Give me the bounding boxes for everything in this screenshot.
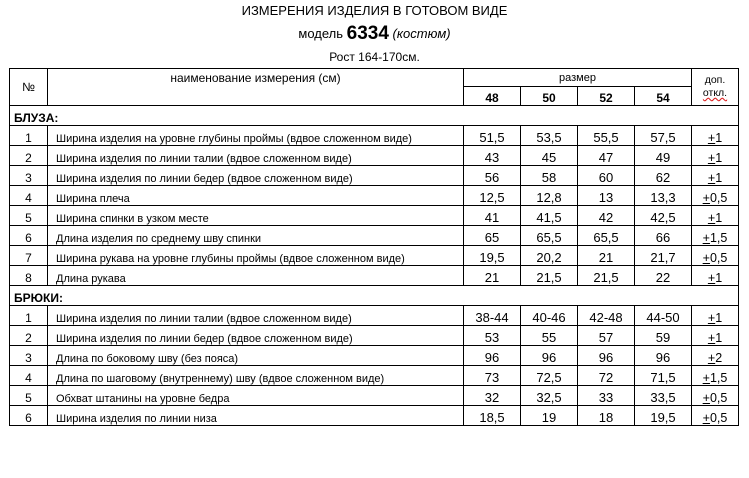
measurement-name: Ширина изделия по линии бедер (вдвое сложенном виде) [48, 166, 464, 186]
measurement-value: 12,5 [464, 186, 521, 206]
row-number: 1 [10, 306, 48, 326]
tolerance-sign: + [707, 171, 716, 185]
measurement-value: 53 [464, 326, 521, 346]
tolerance-value: 0,5 [709, 411, 728, 425]
measurement-value: 38-44 [464, 306, 521, 326]
row-number: 3 [10, 166, 48, 186]
measurement-value: 60 [578, 166, 635, 186]
measurement-value: 71,5 [635, 366, 692, 386]
measurements-table [9, 68, 739, 426]
table-header-row [10, 69, 739, 87]
measurement-name: Ширина рукава на уровне глубины проймы (вдвое сложенном виде) [48, 246, 464, 266]
measurement-value: 19,5 [635, 406, 692, 426]
tolerance-sign: + [702, 251, 710, 265]
row-number: 2 [10, 146, 48, 166]
measurement-value: 43 [464, 146, 521, 166]
tolerance-cell [692, 406, 739, 426]
measurement-name: Длина изделия по среднему шву спинки [48, 226, 464, 246]
measurement-value: 56 [464, 166, 521, 186]
tolerance-value: 1 [715, 131, 723, 145]
measurement-value: 65 [464, 226, 521, 246]
model-line [0, 22, 749, 44]
table-row [10, 166, 739, 186]
measurement-value: 33 [578, 386, 635, 406]
section-title: БЛУЗА: [10, 106, 739, 126]
header-tolerance-line1: доп. [704, 74, 726, 86]
tolerance-value: 0,5 [709, 191, 728, 205]
header-name: наименование измерения (см) [48, 69, 464, 106]
row-number: 5 [10, 386, 48, 406]
measurement-name: Длина по шаговому (внутреннему) шву (вдвое сложенном виде) [48, 366, 464, 386]
measurement-value: 13 [578, 186, 635, 206]
measurement-value: 42 [578, 206, 635, 226]
measurement-value: 22 [635, 266, 692, 286]
table-row [10, 246, 739, 266]
measurement-value: 45 [521, 146, 578, 166]
measurement-value: 33,5 [635, 386, 692, 406]
measurement-value: 58 [521, 166, 578, 186]
table-row [10, 126, 739, 146]
tolerance-value: 1,5 [709, 371, 728, 385]
measurement-name: Ширина изделия на уровне глубины проймы (вдвое сложенном виде) [48, 126, 464, 146]
size-48: 48 [464, 87, 521, 106]
model-number: 6334 [346, 23, 389, 44]
measurement-value: 21,5 [521, 266, 578, 286]
measurement-value: 66 [635, 226, 692, 246]
measurement-value: 42-48 [578, 306, 635, 326]
row-number: 5 [10, 206, 48, 226]
tolerance-value: 0,5 [709, 251, 728, 265]
header-tolerance [692, 69, 739, 106]
measurement-value: 65,5 [578, 226, 635, 246]
table-row [10, 366, 739, 386]
measurement-value: 42,5 [635, 206, 692, 226]
measurement-value: 65,5 [521, 226, 578, 246]
tolerance-cell [692, 306, 739, 326]
tolerance-sign: + [707, 211, 716, 225]
row-number: 7 [10, 246, 48, 266]
tolerance-sign: + [707, 311, 716, 325]
tolerance-sign: + [707, 351, 716, 365]
tolerance-cell [692, 186, 739, 206]
measurement-value: 44-50 [635, 306, 692, 326]
measurement-value: 32,5 [521, 386, 578, 406]
tolerance-cell [692, 366, 739, 386]
table-body [10, 69, 739, 426]
measurement-value: 41 [464, 206, 521, 226]
tolerance-cell [692, 166, 739, 186]
tolerance-sign: + [707, 331, 716, 345]
measurement-name: Длина рукава [48, 266, 464, 286]
row-number: 6 [10, 226, 48, 246]
measurement-value: 51,5 [464, 126, 521, 146]
section-header-row [10, 286, 739, 306]
model-prefix: модель [298, 26, 344, 41]
tolerance-cell [692, 346, 739, 366]
tolerance-cell [692, 126, 739, 146]
tolerance-cell [692, 206, 739, 226]
row-number: 2 [10, 326, 48, 346]
tolerance-value: 2 [715, 351, 723, 365]
tolerance-cell [692, 226, 739, 246]
measurement-value: 96 [635, 346, 692, 366]
measurement-value: 72,5 [521, 366, 578, 386]
measurement-value: 55,5 [578, 126, 635, 146]
tolerance-value: 1 [715, 211, 723, 225]
table-row [10, 386, 739, 406]
measurement-value: 55 [521, 326, 578, 346]
size-52: 52 [578, 87, 635, 106]
table-row [10, 206, 739, 226]
measurement-value: 73 [464, 366, 521, 386]
tolerance-value: 1,5 [709, 231, 728, 245]
measurement-value: 57 [578, 326, 635, 346]
table-row [10, 226, 739, 246]
row-number: 6 [10, 406, 48, 426]
measurement-name: Ширина изделия по линии низа [48, 406, 464, 426]
tolerance-value: 1 [715, 271, 723, 285]
measurement-name: Ширина плеча [48, 186, 464, 206]
table-row [10, 326, 739, 346]
measurement-value: 57,5 [635, 126, 692, 146]
tolerance-sign: + [707, 271, 716, 285]
tolerance-value: 1 [715, 331, 723, 345]
measurement-value: 53,5 [521, 126, 578, 146]
measurement-value: 62 [635, 166, 692, 186]
measurement-value: 40-46 [521, 306, 578, 326]
measurement-name: Ширина спинки в узком месте [48, 206, 464, 226]
measurement-name: Ширина изделия по линии талии (вдвое сложенном виде) [48, 306, 464, 326]
section-title: БРЮКИ: [10, 286, 739, 306]
tolerance-cell [692, 386, 739, 406]
tolerance-cell [692, 246, 739, 266]
table-row [10, 306, 739, 326]
table-row [10, 146, 739, 166]
tolerance-value: 1 [715, 311, 723, 325]
measurement-name: Длина по боковому шву (без пояса) [48, 346, 464, 366]
tolerance-value: 1 [715, 151, 723, 165]
measurement-value: 20,2 [521, 246, 578, 266]
row-number: 1 [10, 126, 48, 146]
measurement-name: Обхват штанины на уровне бедра [48, 386, 464, 406]
tolerance-sign: + [707, 131, 716, 145]
row-number: 4 [10, 186, 48, 206]
tolerance-value: 0,5 [709, 391, 728, 405]
measurement-value: 18 [578, 406, 635, 426]
section-header-row [10, 106, 739, 126]
measurement-value: 21 [464, 266, 521, 286]
tolerance-sign: + [702, 371, 710, 385]
measurement-value: 19 [521, 406, 578, 426]
table-row [10, 186, 739, 206]
header-size: размер [464, 69, 692, 87]
tolerance-cell [692, 146, 739, 166]
tolerance-sign: + [702, 411, 710, 425]
measurement-value: 21,5 [578, 266, 635, 286]
table-row [10, 406, 739, 426]
row-number: 4 [10, 366, 48, 386]
tolerance-cell [692, 266, 739, 286]
row-number: 8 [10, 266, 48, 286]
size-54: 54 [635, 87, 692, 106]
tolerance-sign: + [702, 391, 710, 405]
header-no: № [10, 69, 48, 106]
row-number: 3 [10, 346, 48, 366]
measurement-value: 21,7 [635, 246, 692, 266]
measurement-value: 13,3 [635, 186, 692, 206]
measurement-value: 47 [578, 146, 635, 166]
measurement-value: 72 [578, 366, 635, 386]
tolerance-sign: + [702, 191, 710, 205]
tolerance-value: 1 [715, 171, 723, 185]
measurement-value: 41,5 [521, 206, 578, 226]
measurement-value: 18,5 [464, 406, 521, 426]
measurement-value: 49 [635, 146, 692, 166]
tolerance-sign: + [707, 151, 716, 165]
tolerance-sign: + [702, 231, 710, 245]
measurement-value: 21 [578, 246, 635, 266]
measurement-value: 12,8 [521, 186, 578, 206]
measurement-value: 19,5 [464, 246, 521, 266]
table-row [10, 266, 739, 286]
height-range: Рост 164-170см. [329, 50, 420, 64]
size-50: 50 [521, 87, 578, 106]
measurement-name: Ширина изделия по линии бедер (вдвое сложенном виде) [48, 326, 464, 346]
document-title: ИЗМЕРЕНИЯ ИЗДЕЛИЯ В ГОТОВОМ ВИДЕ [241, 3, 508, 18]
measurement-value: 96 [464, 346, 521, 366]
measurement-name: Ширина изделия по линии талии (вдвое сложенном виде) [48, 146, 464, 166]
measurement-value: 59 [635, 326, 692, 346]
tolerance-cell [692, 326, 739, 346]
header-tolerance-line2: откл. [702, 87, 728, 99]
table-row [10, 346, 739, 366]
measurement-value: 96 [578, 346, 635, 366]
measurement-value: 32 [464, 386, 521, 406]
measurement-value: 96 [521, 346, 578, 366]
model-suffix: (костюм) [392, 26, 451, 41]
